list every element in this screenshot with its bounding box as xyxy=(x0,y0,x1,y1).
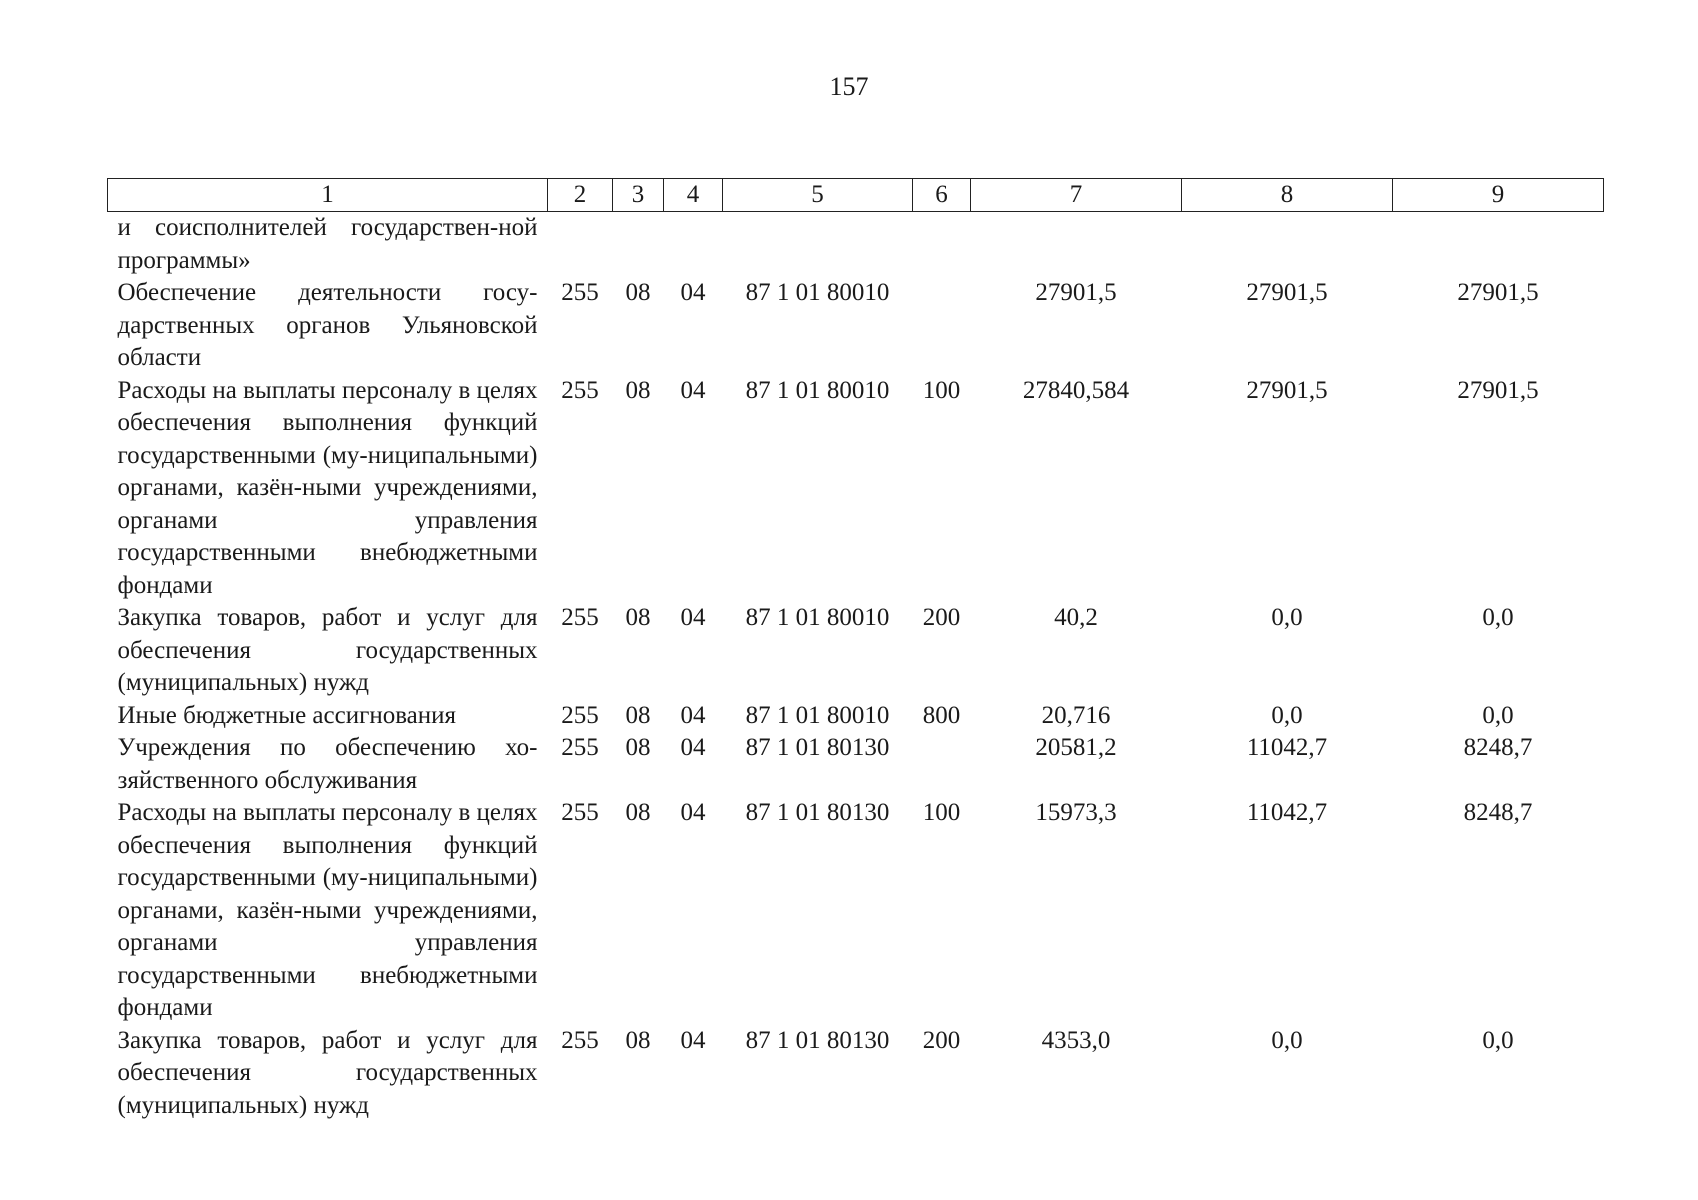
section-code: 08 xyxy=(625,701,651,729)
amount-col9: 27901,5 xyxy=(1457,279,1539,306)
amount-col7 xyxy=(971,212,1182,278)
subsection-code: 04 xyxy=(680,799,706,826)
subsection-code: 04 xyxy=(680,734,706,761)
column-header: 9 xyxy=(1393,179,1604,212)
amount-col7: 27901,5 xyxy=(1035,279,1117,306)
table-row xyxy=(108,602,1604,700)
amount-col7: 15973,3 xyxy=(1035,799,1117,826)
subsection-code: 04 xyxy=(680,376,706,404)
amount-col9: 27901,5 xyxy=(1457,376,1539,404)
section-code: 08 xyxy=(625,376,651,404)
subsection-code xyxy=(664,212,723,278)
amount-col8 xyxy=(1182,212,1393,278)
amount-col7: 20581,2 xyxy=(1035,734,1117,761)
target-article: 87 1 01 80010 xyxy=(745,376,890,404)
budget-code: 255 xyxy=(561,799,599,826)
column-header: 1 xyxy=(108,179,548,212)
subsection-code: 04 xyxy=(680,1026,706,1054)
expense-name: Учреждения по обеспечению хо-зяйственного обслуживания xyxy=(117,734,538,794)
amount-col9: 0,0 xyxy=(1482,701,1514,729)
column-header: 6 xyxy=(913,179,971,212)
column-header: 5 xyxy=(723,179,913,212)
page-number: 157 xyxy=(829,72,869,101)
column-header: 4 xyxy=(664,179,723,212)
section-code: 08 xyxy=(625,799,651,826)
amount-col8: 0,0 xyxy=(1271,604,1303,631)
amount-col9: 0,0 xyxy=(1482,604,1514,631)
amount-col7: 40,2 xyxy=(1054,604,1098,631)
column-header: 2 xyxy=(548,179,613,212)
expense-type xyxy=(913,277,971,375)
amount-col9: 8248,7 xyxy=(1463,734,1533,761)
table-row xyxy=(108,212,1604,278)
target-article: 87 1 01 80130 xyxy=(745,799,890,826)
expense-name: Расходы на выплаты персоналу в целях обеспечения выполнения функций государственными (му-ниципальными) органами, казён-ными учреждениями, органами управления государственными внебюджетными фондами xyxy=(117,376,538,599)
section-code: 08 xyxy=(625,734,651,761)
expense-name: Закупка товаров, работ и услуг для обеспечения государственных (муниципальных) нужд xyxy=(117,604,538,696)
subsection-code: 04 xyxy=(680,279,706,306)
column-header: 8 xyxy=(1182,179,1393,212)
section-code xyxy=(613,212,664,278)
amount-col7: 27840,584 xyxy=(1022,376,1130,404)
target-article: 87 1 01 80010 xyxy=(745,701,890,729)
table-row xyxy=(108,797,1604,1025)
table-row xyxy=(108,700,1604,733)
amount-col8: 11042,7 xyxy=(1246,734,1328,761)
table-row xyxy=(108,1025,1604,1123)
table-row xyxy=(108,732,1604,797)
budget-code: 255 xyxy=(561,701,599,729)
expense-name: Иные бюджетные ассигнования xyxy=(117,701,457,729)
budget-code: 255 xyxy=(561,734,599,761)
expense-type: 100 xyxy=(922,799,961,826)
expense-type: 200 xyxy=(922,604,961,631)
expense-type: 800 xyxy=(922,701,961,729)
amount-col9: 0,0 xyxy=(1482,1026,1514,1054)
expense-name: и соисполнителей государствен-ной программы» xyxy=(117,214,538,274)
amount-col8: 11042,7 xyxy=(1246,799,1328,826)
expense-name: Обеспечение деятельности госу-дарственных органов Ульяновской области xyxy=(117,279,538,371)
amount-col8: 27901,5 xyxy=(1246,279,1328,306)
table-row xyxy=(108,277,1604,375)
amount-col8: 0,0 xyxy=(1271,701,1303,729)
expense-name: Расходы на выплаты персоналу в целях обеспечения выполнения функций государственными (му-ниципальными) органами, казён-ными учреждениями, органами управления государственными внебюджетными фондами xyxy=(117,799,538,1021)
budget-table xyxy=(107,178,1604,1122)
subsection-code: 04 xyxy=(680,604,706,631)
budget-code: 255 xyxy=(561,604,599,631)
expense-type xyxy=(913,212,971,278)
table-header-row xyxy=(108,179,1604,212)
budget-code: 255 xyxy=(561,1026,599,1054)
expense-name: Закупка товаров, работ и услуг для обеспечения государственных (муниципальных) нужд xyxy=(117,1026,538,1119)
amount-col9: 8248,7 xyxy=(1463,799,1533,826)
target-article: 87 1 01 80130 xyxy=(745,734,890,761)
budget-code: 255 xyxy=(561,376,599,404)
amount-col8: 0,0 xyxy=(1271,1026,1303,1054)
target-article: 87 1 01 80130 xyxy=(745,1026,890,1054)
amount-col8: 27901,5 xyxy=(1246,376,1328,404)
amount-col9 xyxy=(1393,212,1604,278)
section-code: 08 xyxy=(625,604,651,631)
budget-code xyxy=(548,212,613,278)
subsection-code: 04 xyxy=(680,701,706,729)
expense-type: 200 xyxy=(922,1026,961,1054)
budget-code: 255 xyxy=(561,279,599,306)
amount-col7: 20,716 xyxy=(1041,701,1111,729)
section-code: 08 xyxy=(625,1026,651,1054)
expense-type xyxy=(913,732,971,797)
amount-col7: 4353,0 xyxy=(1041,1026,1111,1054)
column-header: 7 xyxy=(971,179,1182,212)
target-article: 87 1 01 80010 xyxy=(745,279,890,306)
column-header: 3 xyxy=(613,179,664,212)
target-article xyxy=(723,212,913,278)
expense-type: 100 xyxy=(922,376,961,404)
target-article: 87 1 01 80010 xyxy=(745,604,890,631)
table-row xyxy=(108,375,1604,603)
section-code: 08 xyxy=(625,279,651,306)
table-body xyxy=(108,212,1604,1123)
